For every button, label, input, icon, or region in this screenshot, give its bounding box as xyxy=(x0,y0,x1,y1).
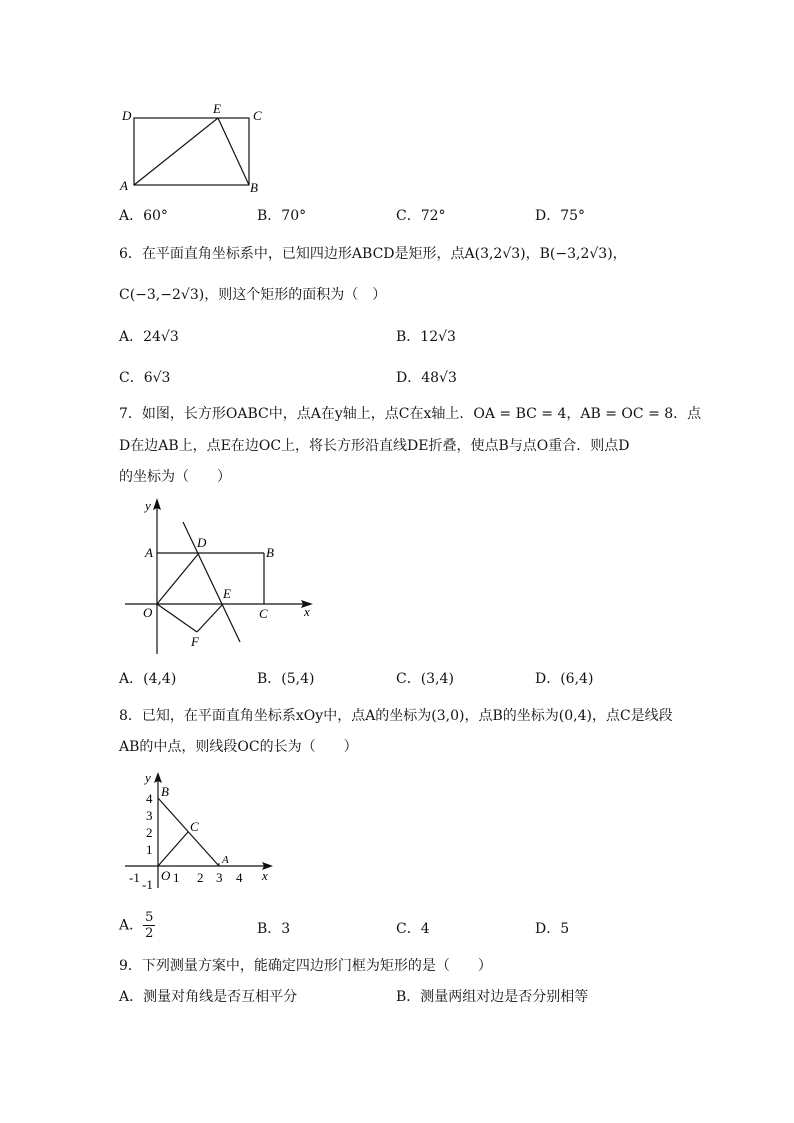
q5-option-a: A．60° xyxy=(119,208,168,224)
x-tick-label: 2 xyxy=(197,870,204,885)
fraction-denominator: 2 xyxy=(145,926,154,941)
label-b: B xyxy=(266,545,274,560)
fold-line-de xyxy=(183,522,240,642)
label-a: A xyxy=(120,178,128,193)
label-b: B xyxy=(161,784,169,799)
q6-option-b: B．12√3 xyxy=(396,329,456,345)
label-a: A xyxy=(145,545,153,560)
q8-option-a xyxy=(119,910,155,941)
label-f: F xyxy=(191,634,199,649)
q7-option-d: D．(6,4) xyxy=(535,671,594,687)
q8-option-b: B．3 xyxy=(257,921,291,937)
label-y: y xyxy=(145,770,151,785)
label-e: E xyxy=(223,586,231,601)
q6-option-d: D．48√3 xyxy=(396,370,457,386)
segment-of xyxy=(157,604,197,632)
q8-stem-line2: AB的中点，则线段OC的长为（ ） xyxy=(119,739,358,755)
q9-option-b: B．测量两组对边是否分别相等 xyxy=(396,989,589,1005)
q8-option-d: D．5 xyxy=(535,921,570,937)
q7-figure xyxy=(115,492,330,662)
q8-option-a-prefix: A． xyxy=(119,917,144,934)
x-tick-label: 4 xyxy=(236,870,243,885)
label-e: E xyxy=(213,101,221,116)
q9-stem-line1: 9．下列测量方案中，能确定四边形门框为矩形的是（ ） xyxy=(119,958,492,974)
segment-eb xyxy=(218,118,249,185)
q6-option-c: C．6√3 xyxy=(119,370,171,386)
q8-stem-line1: 8．已知，在平面直角坐标系xOy中，点A的坐标为(3,0)，点B的坐标为(0,4)，点C是线段 xyxy=(119,708,673,724)
label-d: D xyxy=(122,108,132,123)
q7-stem-line2: D在边AB上，点E在边OC上，将长方形沿直线DE折叠，使点B与点O重合．则点D xyxy=(119,438,630,454)
label-c: C xyxy=(253,108,262,123)
label-c: C xyxy=(190,819,199,834)
q7-stem-line3: 的坐标为（ ） xyxy=(119,469,231,485)
label-x: x xyxy=(262,868,268,883)
y-tick-label: 4 xyxy=(146,791,153,806)
q5-option-c: C．72° xyxy=(396,208,446,224)
x-tick-label: 1 xyxy=(173,870,180,885)
fraction xyxy=(143,910,155,941)
label-b: B xyxy=(250,180,258,195)
fraction-numerator: 5 xyxy=(145,910,154,925)
label-x: x xyxy=(304,604,310,619)
segment-ae xyxy=(134,118,218,185)
x-tick-label: 3 xyxy=(216,870,223,885)
q7-option-a: A．(4,4) xyxy=(119,671,177,687)
rectangle-abcd xyxy=(134,118,249,185)
y-tick-label: 2 xyxy=(146,825,153,840)
segment-oc xyxy=(158,832,188,866)
q5-option-d: D．75° xyxy=(535,208,586,224)
segment-od xyxy=(157,553,199,604)
y-tick-label: 1 xyxy=(146,842,153,857)
q6-stem-line2: C(−3,−2√3)，则这个矩形的面积为（ ） xyxy=(119,287,387,303)
q7-option-b: B．(5,4) xyxy=(257,671,315,687)
label-o: O xyxy=(143,605,153,620)
q8-figure xyxy=(115,766,280,896)
label-y: y xyxy=(145,498,151,513)
label-o: O xyxy=(161,868,171,883)
y-tick-label: 3 xyxy=(146,808,153,823)
label-a: A xyxy=(222,854,229,866)
q7-option-c: C．(3,4) xyxy=(396,671,454,687)
y-tick-label: -1 xyxy=(142,877,153,892)
label-c: C xyxy=(259,606,268,621)
segment-fe xyxy=(197,604,223,632)
q5-option-b: B．70° xyxy=(257,208,307,224)
x-tick-label: -1 xyxy=(129,870,140,885)
q6-option-a: A．24√3 xyxy=(119,329,179,345)
q9-option-a: A．测量对角线是否互相平分 xyxy=(119,989,298,1005)
q6-stem-line1: 6．在平面直角坐标系中，已知四边形ABCD是矩形，点A(3,2√3)，B(−3,2√3)， xyxy=(119,246,627,262)
q8-option-c: C．4 xyxy=(396,921,430,937)
q5-figure xyxy=(115,100,275,200)
label-d: D xyxy=(197,535,207,550)
q7-stem-line1: 7．如图，长方形OABC中，点A在y轴上，点C在x轴上．OA = BC = 4，AB = OC = 8．点 xyxy=(119,406,702,422)
